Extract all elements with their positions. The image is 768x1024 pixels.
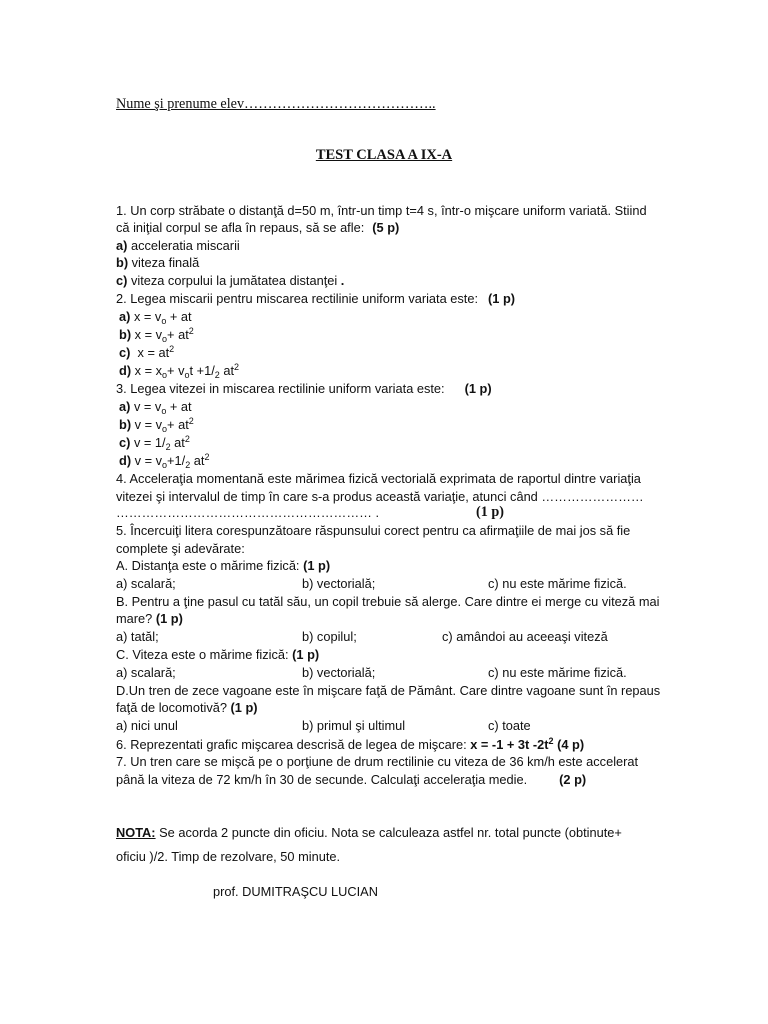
q5-C-option-b: b) vectorială; <box>302 665 376 680</box>
q5-D-points: (1 p) <box>230 700 258 715</box>
q7-line1: 7. Un tren care se mişcă pe o porţiune de drum rectilinie cu viteza de 36 km/h este accelerat <box>116 754 639 769</box>
q7-points: (2 p) <box>559 772 587 787</box>
q5-B-points: (1 p) <box>155 611 183 626</box>
q4-line2: vitezei şi intervalul de timp în care s-a produs această variaţie, atunci când …………………… <box>116 489 644 504</box>
q5-B-line1: B. Pentru a ţine pasul cu tatăl său, un copil trebuie să alerge. Care dintre ei merge cu viteză mai <box>116 594 660 609</box>
q5-C-option-c: c) nu este mărime fizică. <box>488 665 627 680</box>
q5-B-line2: mare? (1 p) <box>116 611 183 626</box>
q5-B-option-a: a) tatăl; <box>116 629 159 644</box>
q5-intro-line2: complete şi adevărate: <box>116 541 245 556</box>
student-name-line: Nume şi prenume elev………………………………….. <box>116 96 436 112</box>
q5-D-line1: D.Un tren de zece vagoane este în mişcare faţă de Pământ. Care dintre vagoane sunt în repaus <box>116 683 661 698</box>
q2-points: (1 p) <box>488 291 516 306</box>
q3-option-a: a) $v = v_o$ + at <box>119 399 192 416</box>
nota-label: NOTA: <box>116 825 156 840</box>
q1-option-c: c) viteza corpului la jumătatea distanţei . <box>116 273 345 288</box>
q5-A-points: (1 p) <box>303 558 331 573</box>
q5-D-option-a: a) nici unul <box>116 718 178 733</box>
q5-A-option-a: a) scalară; <box>116 576 176 591</box>
q1-line1: 1. Un corp străbate o distanţă d=50 m, într-un timp t=4 s, într-o mişcare uniform variată. Stiind <box>116 203 647 218</box>
q4-points: (1 p) <box>476 504 504 520</box>
q6-points: (4 p) <box>557 737 585 752</box>
q1-option-a: a) acceleratia miscarii <box>116 238 240 253</box>
q5-B-option-b: b) copilul; <box>302 629 357 644</box>
q5-A-text: A. Distanţa este o mărime fizică: (1 p) <box>116 558 331 573</box>
q6-text: 6. Reprezentati grafic mişcarea descrisă de legea de mişcare: x = -1 + 3t $-2t^2$ (4 p) <box>116 736 585 752</box>
q3-option-d: d) $v = v_o+1/_2$ $at^2$ <box>119 452 210 470</box>
q1-option-b: b) viteza finală <box>116 255 200 270</box>
q2-text: 2. Legea miscarii pentru miscarea rectilinie uniform variata este: (1 p) <box>116 291 516 306</box>
q5-C-option-a: a) scalară; <box>116 665 176 680</box>
author-signature: prof. DUMITRAŞCU LUCIAN <box>213 884 378 899</box>
q5-A-option-c: c) nu este mărime fizică. <box>488 576 627 591</box>
q2-option-a: a) $x = v_o$ + at <box>119 309 192 326</box>
q5-D-option-b: b) primul şi ultimul <box>302 718 406 733</box>
q1-points: (5 p) <box>372 220 400 235</box>
q2-option-d: d) $x = x_o+ v_ot +1/_2$ $at^2$ <box>119 362 240 380</box>
q3-text: 3. Legea vitezei in miscarea rectilinie uniform variata este: (1 p) <box>116 381 492 396</box>
q6-equation: x = -1 + 3t $-2t^2$ <box>470 736 554 752</box>
q2-option-b: b) $x = v_o+ at^2$ <box>119 326 194 344</box>
q5-D-line2: faţă de locomotivă? (1 p) <box>116 700 258 715</box>
q7-line2: până la viteza de 72 km/h în 30 de secunde. Calculaţi acceleraţia medie. (2 p) <box>116 772 587 787</box>
q5-D-option-c: c) toate <box>488 718 531 733</box>
q4-line3: …………………………………………………… . <box>116 505 380 520</box>
q5-C-text: C. Viteza este o mărime fizică: (1 p) <box>116 647 320 662</box>
page-title: TEST CLASA A IX-A <box>315 147 453 163</box>
q5-A-option-b: b) vectorială; <box>302 576 376 591</box>
nota-line2: oficiu )/2. Timp de rezolvare, 50 minute. <box>116 849 341 864</box>
q3-option-b: b) $v = v_o+ at^2$ <box>119 416 194 434</box>
q2-option-c: c) $x = at^2$ <box>119 344 175 360</box>
q5-B-option-c: c) amândoi au aceeaşi viteză <box>442 629 608 644</box>
q4-line1: 4. Acceleraţia momentană este mărimea fizică vectorială exprimata de raportul dintre variaţia <box>116 471 641 486</box>
q5-C-points: (1 p) <box>292 647 320 662</box>
nota-line1: NOTA: Se acorda 2 puncte din oficiu. Nota se calculeaza astfel nr. total puncte (obtinute+ <box>116 825 622 840</box>
q3-option-c: c) $v = 1/_2$ $at^2$ <box>119 434 190 452</box>
q1-line2: că iniţial corpul se afla în repaus, să se afle: (5 p) <box>116 220 400 235</box>
q3-points: (1 p) <box>464 381 492 396</box>
q5-intro-line1: 5. Încercuiţi litera corespunzătoare răspunsului corect pentru ca afirmaţiile de mai jos să fie <box>116 523 631 538</box>
